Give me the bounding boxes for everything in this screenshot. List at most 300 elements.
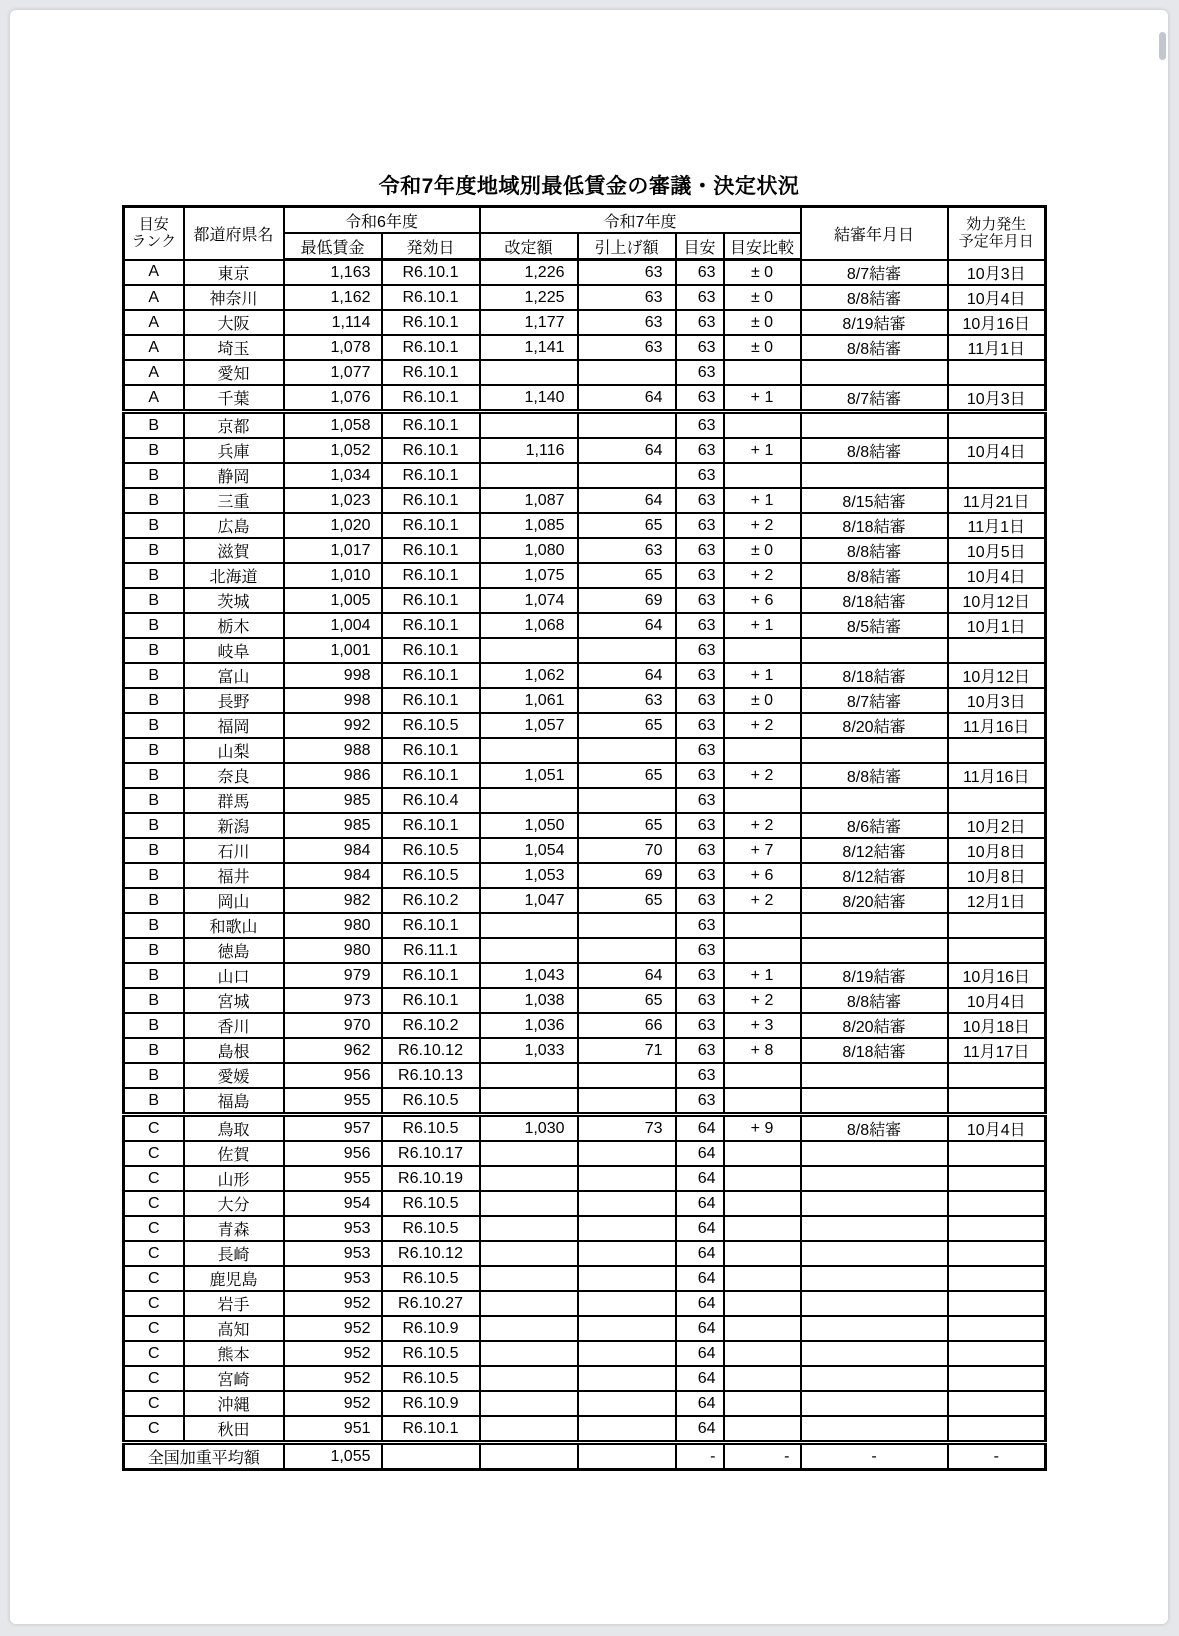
cell-r7_amount xyxy=(480,463,578,488)
header-r7-group: 令和7年度 xyxy=(480,207,801,234)
cell-effective: 10月4日 xyxy=(948,438,1046,463)
cell-compare xyxy=(724,1166,801,1191)
cell-meyasu: 63 xyxy=(676,738,724,763)
cell-r6_wage: 985 xyxy=(284,813,382,838)
cell-r7_raise xyxy=(578,913,676,938)
table-row xyxy=(124,285,1046,310)
cell-r7_raise: 70 xyxy=(578,838,676,863)
cell-compare xyxy=(724,1416,801,1443)
cell-r6_date: R6.10.1 xyxy=(382,738,480,763)
header-kesshin-date: 結審年月日 xyxy=(801,207,948,260)
cell-r7_amount: 1,033 xyxy=(480,1038,578,1063)
cell-rank: B xyxy=(124,412,184,439)
cell-rank: B xyxy=(124,713,184,738)
cell-r6_date: R6.10.1 xyxy=(382,463,480,488)
cell-effective xyxy=(948,1088,1046,1115)
cell-pref: 和歌山 xyxy=(184,913,284,938)
table-row xyxy=(124,938,1046,963)
cell-r6_date: R6.10.1 xyxy=(382,412,480,439)
cell-r6_date: R6.10.1 xyxy=(382,335,480,360)
cell-r7_raise: 63 xyxy=(578,285,676,310)
cell-pref: 滋賀 xyxy=(184,538,284,563)
cell-r7_amount: 1,030 xyxy=(480,1115,578,1142)
cell-r6_wage: 985 xyxy=(284,788,382,813)
cell-r6_wage: 998 xyxy=(284,663,382,688)
cell-meyasu: 64 xyxy=(676,1266,724,1291)
cell-r6_wage: 980 xyxy=(284,938,382,963)
table-row xyxy=(124,412,1046,439)
cell-pref: 秋田 xyxy=(184,1416,284,1443)
page-title: 令和7年度地域別最低賃金の審議・決定状況 xyxy=(378,175,800,199)
cell-effective xyxy=(948,1416,1046,1443)
cell-r7_raise: 64 xyxy=(578,963,676,988)
cell-r7_amount xyxy=(480,938,578,963)
cell-kesshin: 8/7結審 xyxy=(801,688,948,713)
cell-r6_wage: 952 xyxy=(284,1341,382,1366)
cell-r7_raise: 65 xyxy=(578,513,676,538)
cell-r7_amount xyxy=(480,360,578,385)
cell-compare xyxy=(724,360,801,385)
cell-kesshin xyxy=(801,1088,948,1115)
cell-rank: C xyxy=(124,1166,184,1191)
cell-pref: 福井 xyxy=(184,863,284,888)
cell-rank: C xyxy=(124,1416,184,1443)
document-page xyxy=(10,10,1168,1624)
cell-pref: 熊本 xyxy=(184,1341,284,1366)
cell-pref: 愛知 xyxy=(184,360,284,385)
cell-rank: C xyxy=(124,1241,184,1266)
cell-compare: + 1 xyxy=(724,385,801,412)
cell-meyasu: 63 xyxy=(676,913,724,938)
cell-r7_raise: 64 xyxy=(578,438,676,463)
cell-r7_amount xyxy=(480,1443,578,1470)
table-row xyxy=(124,1063,1046,1088)
cell-r6_wage: 982 xyxy=(284,888,382,913)
table-row xyxy=(124,310,1046,335)
cell-kesshin: 8/7結審 xyxy=(801,385,948,412)
table-row xyxy=(124,1088,1046,1115)
cell-pref: 山口 xyxy=(184,963,284,988)
cell-r6_wage: 1,055 xyxy=(284,1443,382,1470)
cell-pref: 佐賀 xyxy=(184,1141,284,1166)
cell-r7_raise: 64 xyxy=(578,488,676,513)
cell-r7_raise xyxy=(578,1216,676,1241)
cell-r6_wage: 952 xyxy=(284,1316,382,1341)
cell-effective xyxy=(948,360,1046,385)
cell-pref: 広島 xyxy=(184,513,284,538)
cell-kesshin: 8/8結審 xyxy=(801,1115,948,1142)
cell-r6_wage: 1,034 xyxy=(284,463,382,488)
cell-r6_date: R6.10.12 xyxy=(382,1038,480,1063)
cell-r6_wage: 1,162 xyxy=(284,285,382,310)
cell-pref: 茨城 xyxy=(184,588,284,613)
table-row xyxy=(124,713,1046,738)
table-row xyxy=(124,1115,1046,1142)
cell-rank: B xyxy=(124,1088,184,1115)
cell-pref: 埼玉 xyxy=(184,335,284,360)
cell-pref: 香川 xyxy=(184,1013,284,1038)
cell-pref: 大阪 xyxy=(184,310,284,335)
cell-pref: 青森 xyxy=(184,1216,284,1241)
cell-r6_wage: 957 xyxy=(284,1115,382,1142)
cell-compare xyxy=(724,1241,801,1266)
cell-rank: B xyxy=(124,438,184,463)
cell-rank: C xyxy=(124,1391,184,1416)
cell-effective xyxy=(948,1291,1046,1316)
cell-meyasu: 63 xyxy=(676,310,724,335)
cell-effective xyxy=(948,638,1046,663)
table-row xyxy=(124,688,1046,713)
cell-compare xyxy=(724,1391,801,1416)
cell-kesshin: 8/18結審 xyxy=(801,1038,948,1063)
cell-kesshin xyxy=(801,1141,948,1166)
cell-rank: B xyxy=(124,563,184,588)
cell-r6_wage: 973 xyxy=(284,988,382,1013)
cell-kesshin: 8/18結審 xyxy=(801,588,948,613)
cell-r6_date: R6.10.5 xyxy=(382,713,480,738)
cell-r7_raise: 63 xyxy=(578,688,676,713)
cell-kesshin xyxy=(801,412,948,439)
cell-effective: 11月1日 xyxy=(948,335,1046,360)
cell-pref: 石川 xyxy=(184,838,284,863)
cell-r7_raise xyxy=(578,1266,676,1291)
cell-effective xyxy=(948,463,1046,488)
cell-pref: 奈良 xyxy=(184,763,284,788)
cell-rank: C xyxy=(124,1115,184,1142)
cell-pref: 島根 xyxy=(184,1038,284,1063)
cell-effective: 11月16日 xyxy=(948,713,1046,738)
header-row-groups xyxy=(124,207,1046,234)
cell-r7_raise: 69 xyxy=(578,588,676,613)
cell-r6_wage: 955 xyxy=(284,1088,382,1115)
header-effective-line1: 効力発生 xyxy=(966,216,1027,233)
cell-r7_amount xyxy=(480,1416,578,1443)
cell-rank: C xyxy=(124,1366,184,1391)
header-effective-line2: 予定年月日 xyxy=(958,233,1034,251)
table-row xyxy=(124,813,1046,838)
table-row xyxy=(124,538,1046,563)
cell-effective xyxy=(948,412,1046,439)
cell-meyasu: 63 xyxy=(676,412,724,439)
cell-meyasu: 63 xyxy=(676,513,724,538)
cell-effective: 10月8日 xyxy=(948,863,1046,888)
cell-r7_amount: 1,225 xyxy=(480,285,578,310)
cell-r6_date: R6.10.5 xyxy=(382,1115,480,1142)
cell-kesshin: 8/20結審 xyxy=(801,888,948,913)
cell-r7_raise xyxy=(578,463,676,488)
table-row xyxy=(124,838,1046,863)
cell-meyasu: 63 xyxy=(676,588,724,613)
cell-r6_wage: 1,058 xyxy=(284,412,382,439)
cell-r6_date: R6.10.9 xyxy=(382,1391,480,1416)
cell-compare xyxy=(724,1266,801,1291)
cell-effective: 10月12日 xyxy=(948,588,1046,613)
cell-compare: + 1 xyxy=(724,488,801,513)
cell-r7_raise xyxy=(578,360,676,385)
cell-r7_raise: 73 xyxy=(578,1115,676,1142)
cell-r7_amount xyxy=(480,738,578,763)
cell-meyasu: 63 xyxy=(676,638,724,663)
cell-r7_raise xyxy=(578,1391,676,1416)
cell-effective xyxy=(948,1341,1046,1366)
cell-pref: 栃木 xyxy=(184,613,284,638)
cell-compare: + 1 xyxy=(724,438,801,463)
cell-r7_amount: 1,051 xyxy=(480,763,578,788)
table-row xyxy=(124,260,1046,286)
cell-compare xyxy=(724,1316,801,1341)
cell-meyasu: 64 xyxy=(676,1241,724,1266)
cell-r6_date: R6.10.1 xyxy=(382,638,480,663)
cell-meyasu: 63 xyxy=(676,463,724,488)
header-r7-raise: 引上げ額 xyxy=(578,233,676,260)
cell-r7_raise: 65 xyxy=(578,763,676,788)
cell-rank: B xyxy=(124,688,184,713)
cell-r6_wage: 1,052 xyxy=(284,438,382,463)
cell-kesshin xyxy=(801,788,948,813)
cell-effective: 11月16日 xyxy=(948,763,1046,788)
cell-meyasu: 64 xyxy=(676,1191,724,1216)
cell-effective: 10月12日 xyxy=(948,663,1046,688)
cell-kesshin: 8/6結審 xyxy=(801,813,948,838)
table-row xyxy=(124,513,1046,538)
cell-kesshin xyxy=(801,1191,948,1216)
cell-r7_amount: 1,141 xyxy=(480,335,578,360)
cell-compare: + 3 xyxy=(724,1013,801,1038)
cell-r7_amount xyxy=(480,1166,578,1191)
cell-r6_date: R6.10.5 xyxy=(382,863,480,888)
cell-meyasu: 63 xyxy=(676,1038,724,1063)
cell-effective xyxy=(948,1166,1046,1191)
cell-r6_date: R6.10.5 xyxy=(382,1341,480,1366)
cell-rank: B xyxy=(124,1063,184,1088)
cell-r7_raise xyxy=(578,1366,676,1391)
cell-r6_date: R6.10.2 xyxy=(382,1013,480,1038)
cell-compare: + 1 xyxy=(724,663,801,688)
cell-r6_date: R6.10.5 xyxy=(382,838,480,863)
cell-meyasu: 63 xyxy=(676,538,724,563)
cell-r6_wage: 986 xyxy=(284,763,382,788)
cell-meyasu: 63 xyxy=(676,988,724,1013)
cell-meyasu: 63 xyxy=(676,963,724,988)
table-row xyxy=(124,1216,1046,1241)
cell-kesshin xyxy=(801,1266,948,1291)
table-row xyxy=(124,1391,1046,1416)
table-row xyxy=(124,1416,1046,1443)
cell-r7_raise xyxy=(578,1291,676,1316)
cell-kesshin: 8/7結審 xyxy=(801,260,948,286)
cell-compare xyxy=(724,1366,801,1391)
cell-pref: 高知 xyxy=(184,1316,284,1341)
cell-rank: A xyxy=(124,285,184,310)
cell-compare xyxy=(724,1216,801,1241)
cell-r6_wage: 1,023 xyxy=(284,488,382,513)
cell-r7_amount xyxy=(480,1341,578,1366)
cell-r7_amount: 1,047 xyxy=(480,888,578,913)
cell-compare: + 6 xyxy=(724,863,801,888)
cell-r6_wage: 956 xyxy=(284,1063,382,1088)
cell-pref: 岐阜 xyxy=(184,638,284,663)
cell-r7_amount: 1,054 xyxy=(480,838,578,863)
cell-pref: 愛媛 xyxy=(184,1063,284,1088)
cell-effective: 11月17日 xyxy=(948,1038,1046,1063)
cell-rank: C xyxy=(124,1216,184,1241)
cell-r6_wage: 953 xyxy=(284,1216,382,1241)
cell-r7_amount: 1,087 xyxy=(480,488,578,513)
table-row xyxy=(124,563,1046,588)
cell-meyasu: - xyxy=(676,1443,724,1470)
cell-r6_date: R6.10.1 xyxy=(382,438,480,463)
cell-compare: + 9 xyxy=(724,1115,801,1142)
cell-compare: + 2 xyxy=(724,763,801,788)
cell-r6_date: R6.10.1 xyxy=(382,963,480,988)
cell-rank: C xyxy=(124,1141,184,1166)
cell-r6_wage: 988 xyxy=(284,738,382,763)
cell-r6_wage: 1,004 xyxy=(284,613,382,638)
cell-effective: 10月2日 xyxy=(948,813,1046,838)
cell-compare xyxy=(724,1088,801,1115)
cell-r6_date: R6.10.1 xyxy=(382,538,480,563)
cell-rank: A xyxy=(124,360,184,385)
cell-r6_date: R6.10.1 xyxy=(382,1416,480,1443)
cell-r6_date: R6.10.5 xyxy=(382,1366,480,1391)
cell-rank: B xyxy=(124,513,184,538)
cell-r7_amount xyxy=(480,1366,578,1391)
cell-r6_wage: 992 xyxy=(284,713,382,738)
cell-meyasu: 64 xyxy=(676,1341,724,1366)
cell-rank: B xyxy=(124,888,184,913)
cell-r7_raise xyxy=(578,788,676,813)
cell-effective xyxy=(948,1241,1046,1266)
table-row xyxy=(124,763,1046,788)
table-row xyxy=(124,1291,1046,1316)
cell-r7_raise xyxy=(578,738,676,763)
cell-pref: 岡山 xyxy=(184,888,284,913)
cell-r6_date: R6.10.19 xyxy=(382,1166,480,1191)
cell-effective xyxy=(948,738,1046,763)
cell-r6_date: R6.10.1 xyxy=(382,513,480,538)
cell-r7_amount xyxy=(480,1291,578,1316)
cell-r6_wage: 952 xyxy=(284,1366,382,1391)
cell-rank: B xyxy=(124,638,184,663)
cell-kesshin: 8/5結審 xyxy=(801,613,948,638)
cell-r7_amount xyxy=(480,412,578,439)
header-r6-date: 発効日 xyxy=(382,233,480,260)
cell-compare xyxy=(724,463,801,488)
cell-meyasu: 64 xyxy=(676,1141,724,1166)
cell-r7_amount: 1,038 xyxy=(480,988,578,1013)
cell-kesshin xyxy=(801,1341,948,1366)
cell-r7_amount xyxy=(480,1216,578,1241)
cell-compare: ± 0 xyxy=(724,688,801,713)
scrollbar-thumb[interactable] xyxy=(1159,32,1166,60)
cell-compare: + 2 xyxy=(724,563,801,588)
cell-r6_date: R6.11.1 xyxy=(382,938,480,963)
cell-kesshin: 8/18結審 xyxy=(801,663,948,688)
cell-r6_date: R6.10.2 xyxy=(382,888,480,913)
cell-r6_date: R6.10.1 xyxy=(382,913,480,938)
cell-rank: B xyxy=(124,963,184,988)
cell-kesshin: 8/19結審 xyxy=(801,963,948,988)
cell-rank: C xyxy=(124,1316,184,1341)
cell-r7_raise xyxy=(578,1191,676,1216)
cell-r7_raise: 63 xyxy=(578,335,676,360)
cell-r6_date: R6.10.12 xyxy=(382,1241,480,1266)
cell-r7_amount: 1,062 xyxy=(480,663,578,688)
table-row xyxy=(124,863,1046,888)
cell-r7_raise xyxy=(578,938,676,963)
cell-r6_date: R6.10.1 xyxy=(382,663,480,688)
cell-r6_wage: 962 xyxy=(284,1038,382,1063)
cell-r7_amount xyxy=(480,1063,578,1088)
cell-r7_amount xyxy=(480,1088,578,1115)
cell-kesshin: - xyxy=(801,1443,948,1470)
cell-r7_amount: 1,053 xyxy=(480,863,578,888)
cell-r6_wage: 998 xyxy=(284,688,382,713)
cell-pref: 山梨 xyxy=(184,738,284,763)
cell-kesshin: 8/12結審 xyxy=(801,863,948,888)
table-row xyxy=(124,738,1046,763)
cell-pref: 神奈川 xyxy=(184,285,284,310)
cell-pref: 福岡 xyxy=(184,713,284,738)
cell-rank: B xyxy=(124,1013,184,1038)
cell-r6_date: R6.10.1 xyxy=(382,488,480,513)
cell-r6_wage: 951 xyxy=(284,1416,382,1443)
cell-r6_wage: 970 xyxy=(284,1013,382,1038)
cell-effective: 10月1日 xyxy=(948,613,1046,638)
cell-kesshin xyxy=(801,913,948,938)
cell-kesshin xyxy=(801,1216,948,1241)
cell-r7_raise: 65 xyxy=(578,563,676,588)
cell-r7_raise xyxy=(578,1166,676,1191)
cell-r6_date: R6.10.9 xyxy=(382,1316,480,1341)
cell-r7_raise xyxy=(578,1241,676,1266)
cell-compare: + 1 xyxy=(724,963,801,988)
cell-r6_date: R6.10.1 xyxy=(382,588,480,613)
cell-compare: ± 0 xyxy=(724,538,801,563)
cell-meyasu: 63 xyxy=(676,488,724,513)
cell-r6_wage: 1,163 xyxy=(284,260,382,286)
cell-r7_amount: 1,074 xyxy=(480,588,578,613)
cell-pref: 三重 xyxy=(184,488,284,513)
cell-meyasu: 64 xyxy=(676,1316,724,1341)
cell-kesshin: 8/8結審 xyxy=(801,563,948,588)
cell-rank: B xyxy=(124,588,184,613)
cell-meyasu: 63 xyxy=(676,888,724,913)
cell-meyasu: 63 xyxy=(676,663,724,688)
cell-rank: B xyxy=(124,613,184,638)
cell-effective xyxy=(948,1141,1046,1166)
cell-effective: 11月1日 xyxy=(948,513,1046,538)
footer-label: 全国加重平均額 xyxy=(124,1443,284,1470)
cell-r6_date: R6.10.1 xyxy=(382,688,480,713)
cell-r6_wage: 954 xyxy=(284,1191,382,1216)
cell-kesshin xyxy=(801,1166,948,1191)
cell-kesshin: 8/8結審 xyxy=(801,285,948,310)
cell-compare: ± 0 xyxy=(724,285,801,310)
cell-r7_raise xyxy=(578,1443,676,1470)
cell-pref: 岩手 xyxy=(184,1291,284,1316)
cell-r7_raise: 65 xyxy=(578,813,676,838)
header-rank xyxy=(124,207,184,260)
cell-rank: C xyxy=(124,1191,184,1216)
cell-rank: B xyxy=(124,663,184,688)
table-row xyxy=(124,335,1046,360)
cell-effective: 10月4日 xyxy=(948,988,1046,1013)
cell-rank: C xyxy=(124,1266,184,1291)
cell-effective: 10月16日 xyxy=(948,310,1046,335)
cell-kesshin xyxy=(801,938,948,963)
cell-kesshin: 8/8結審 xyxy=(801,988,948,1013)
